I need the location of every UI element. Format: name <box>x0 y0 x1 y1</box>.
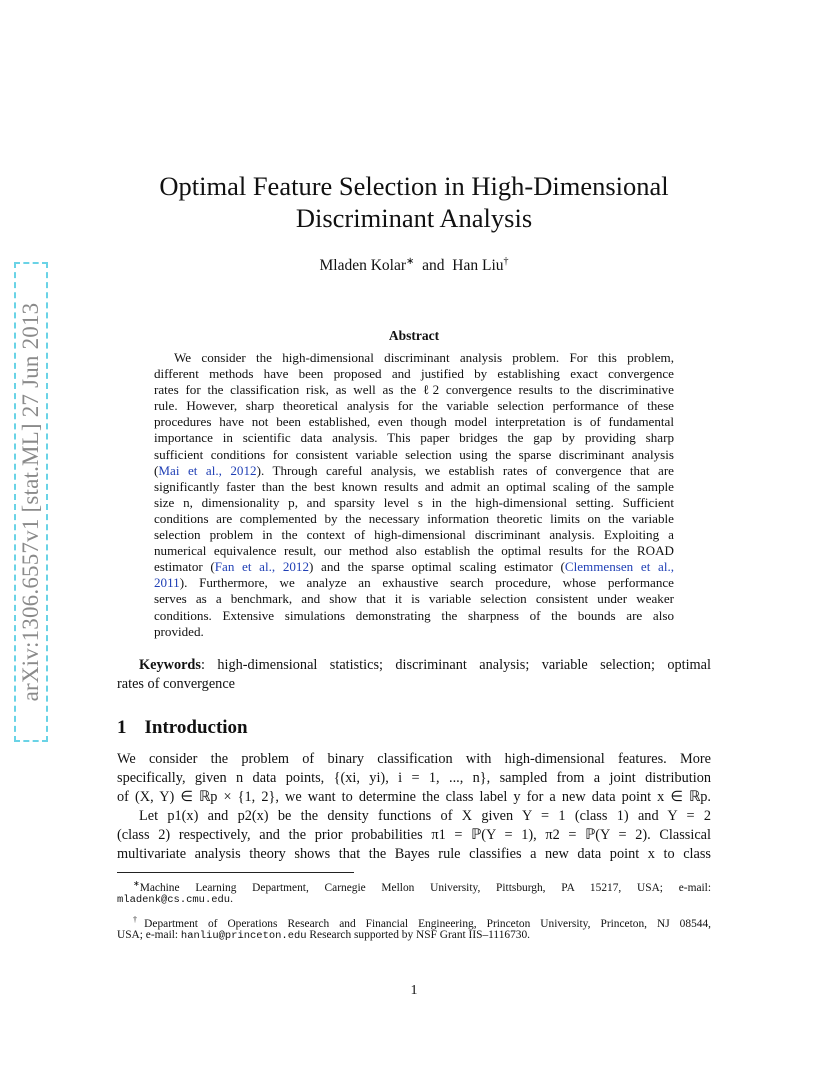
keywords-block <box>117 656 711 694</box>
citation-link[interactable]: Clemmensen et al., <box>564 559 675 575</box>
abstract-line: numerical equivalence result, our method also establish the optimal results for the ROAD <box>154 543 674 559</box>
intro-line: We consider the problem of binary classification with high-dimensional features. More <box>117 751 711 767</box>
intro-line: multivariate analysis theory shows that the Bayes rule classifies a new data point x to class <box>117 846 711 862</box>
abstract-body <box>154 350 674 640</box>
title-line-2: Discriminant Analysis <box>295 203 533 233</box>
abstract-line: procedures have not been established, even though model interpretation is of fundamental <box>154 414 674 430</box>
footnote-2-affiliation: Department of Operations Research and Financial Engineering, Princeton University, Princeton, NJ 08544, <box>144 917 712 930</box>
footnote-rule <box>117 872 354 873</box>
author-2-mark: † <box>503 256 509 267</box>
abstract-heading: Abstract <box>388 328 440 343</box>
footnote-1-end: . <box>230 892 233 905</box>
author-list <box>0 256 828 275</box>
footnote-2-line-1 <box>117 912 711 928</box>
citation-link[interactable]: Fan et al., 2012 <box>214 559 310 575</box>
abstract-line: different methods have been proposed and justified by establishing exact convergence <box>154 366 674 382</box>
footnotes <box>117 876 711 943</box>
footnote-1-email[interactable]: mladenk@cs.cmu.edu <box>117 893 231 906</box>
footnote-1-mark: ∗ <box>133 879 140 888</box>
keywords-text: : high-dimensional statistics; discriminant analysis; variable selection; optimal <box>200 657 711 673</box>
section-title: Introduction <box>144 717 248 738</box>
abstract-line: importance in scientific data analysis. This paper bridges the gap by providing sharp <box>154 430 674 446</box>
abstract-line: provided. <box>154 623 204 639</box>
author-1-mark: ∗ <box>406 256 415 267</box>
arxiv-identifier: arXiv:1306.6557v1 [stat.ML] 27 Jun 2013 <box>18 302 43 702</box>
footnote-2-email[interactable]: hanliu@princeton.edu <box>180 929 307 942</box>
author-2: Han Liu <box>452 257 504 275</box>
keywords-label: Keywords <box>139 657 201 673</box>
footnote-2-mark: † <box>133 915 145 925</box>
page-number: 1 <box>410 983 418 998</box>
abstract-line: rates for the classification risk, as well as the ℓ2 convergence results to the discriminative <box>154 382 674 398</box>
abstract-line-citation-clemmensen: 2011). Furthermore, we analyze an exhaustive search procedure, whose performance <box>154 575 674 591</box>
abstract-line: conditions. Extensive simulations demonstrating the sharpness of the bounds are also <box>154 607 674 623</box>
abstract-line: selection problem in the context of high-dimensional discriminant analysis. Exploiting a <box>154 527 674 543</box>
intro-line: specifically, given n data points, {(xi, yi), i = 1, ..., n}, sampled from a joint distribution <box>117 770 711 786</box>
keywords-line-2: rates of convergence <box>117 676 236 692</box>
footnote-2-pre: USA; e-mail: <box>117 928 181 941</box>
abstract-line: conditions are complemented by the necessary information theoretic limits on the variable <box>154 510 674 526</box>
footnote-2-funding: Research supported by NSF Grant IIS–1116730. <box>306 928 531 941</box>
introduction-body <box>117 750 711 864</box>
footnote-1-line-1 <box>117 876 711 892</box>
abstract-line: sufficient conditions for consistent variable selection using the sparse discriminant analysis <box>154 446 674 462</box>
section-heading <box>117 717 248 739</box>
footnote-1-affiliation: Machine Learning Department, Carnegie Mellon University, Pittsburgh, PA 15217, USA; e-mail: <box>139 881 711 894</box>
abstract-line-citation-mai: (Mai et al., 2012). Through careful analysis, we establish rates of convergence that are <box>154 462 674 478</box>
intro-line: Let p1(x) and p2(x) be the density functions of X given Y = 1 (class 1) and Y = 2 <box>139 808 711 824</box>
abstract-line: serves as a benchmark, and show that it is variable selection consistent under weaker <box>154 591 674 607</box>
abstract-line: size n, dimensionality p, and sparsity level s in the high-dimensional setting. Sufficient <box>154 494 674 510</box>
keywords-line-1 <box>117 656 711 675</box>
citation-link[interactable]: Mai et al., 2012 <box>158 462 257 478</box>
intro-line: of (X, Y) ∈ ℝp × {1, 2}, we want to determine the class label y for a new data point x ∈ ℝp. <box>117 789 711 805</box>
citation-link[interactable]: 2011 <box>154 575 180 591</box>
abstract-line: rule. However, sharp theoretical analysis for the variable selection performance of these <box>154 398 674 414</box>
abstract-line: significantly faster than the best known results and admit an optimal scaling of the sample <box>154 478 674 494</box>
paper-title <box>0 170 828 234</box>
section-number: 1 <box>117 717 127 738</box>
author-conjunction: and <box>422 257 445 275</box>
author-1: Mladen Kolar <box>319 257 406 275</box>
abstract-line: We consider the high-dimensional discriminant analysis problem. For this problem, <box>174 350 674 365</box>
footnote-2-line-2 <box>117 928 711 944</box>
abstract-line-citation-fan: estimator (Fan et al., 2012) and the sparse optimal scaling estimator (Clemmensen et al., <box>154 559 675 575</box>
title-line-1: Optimal Feature Selection in High-Dimensional <box>159 171 669 201</box>
intro-line: (class 2) respectively, and the prior probabilities π1 = ℙ(Y = 1), π2 = ℙ(Y = 2). Classical <box>117 827 711 843</box>
